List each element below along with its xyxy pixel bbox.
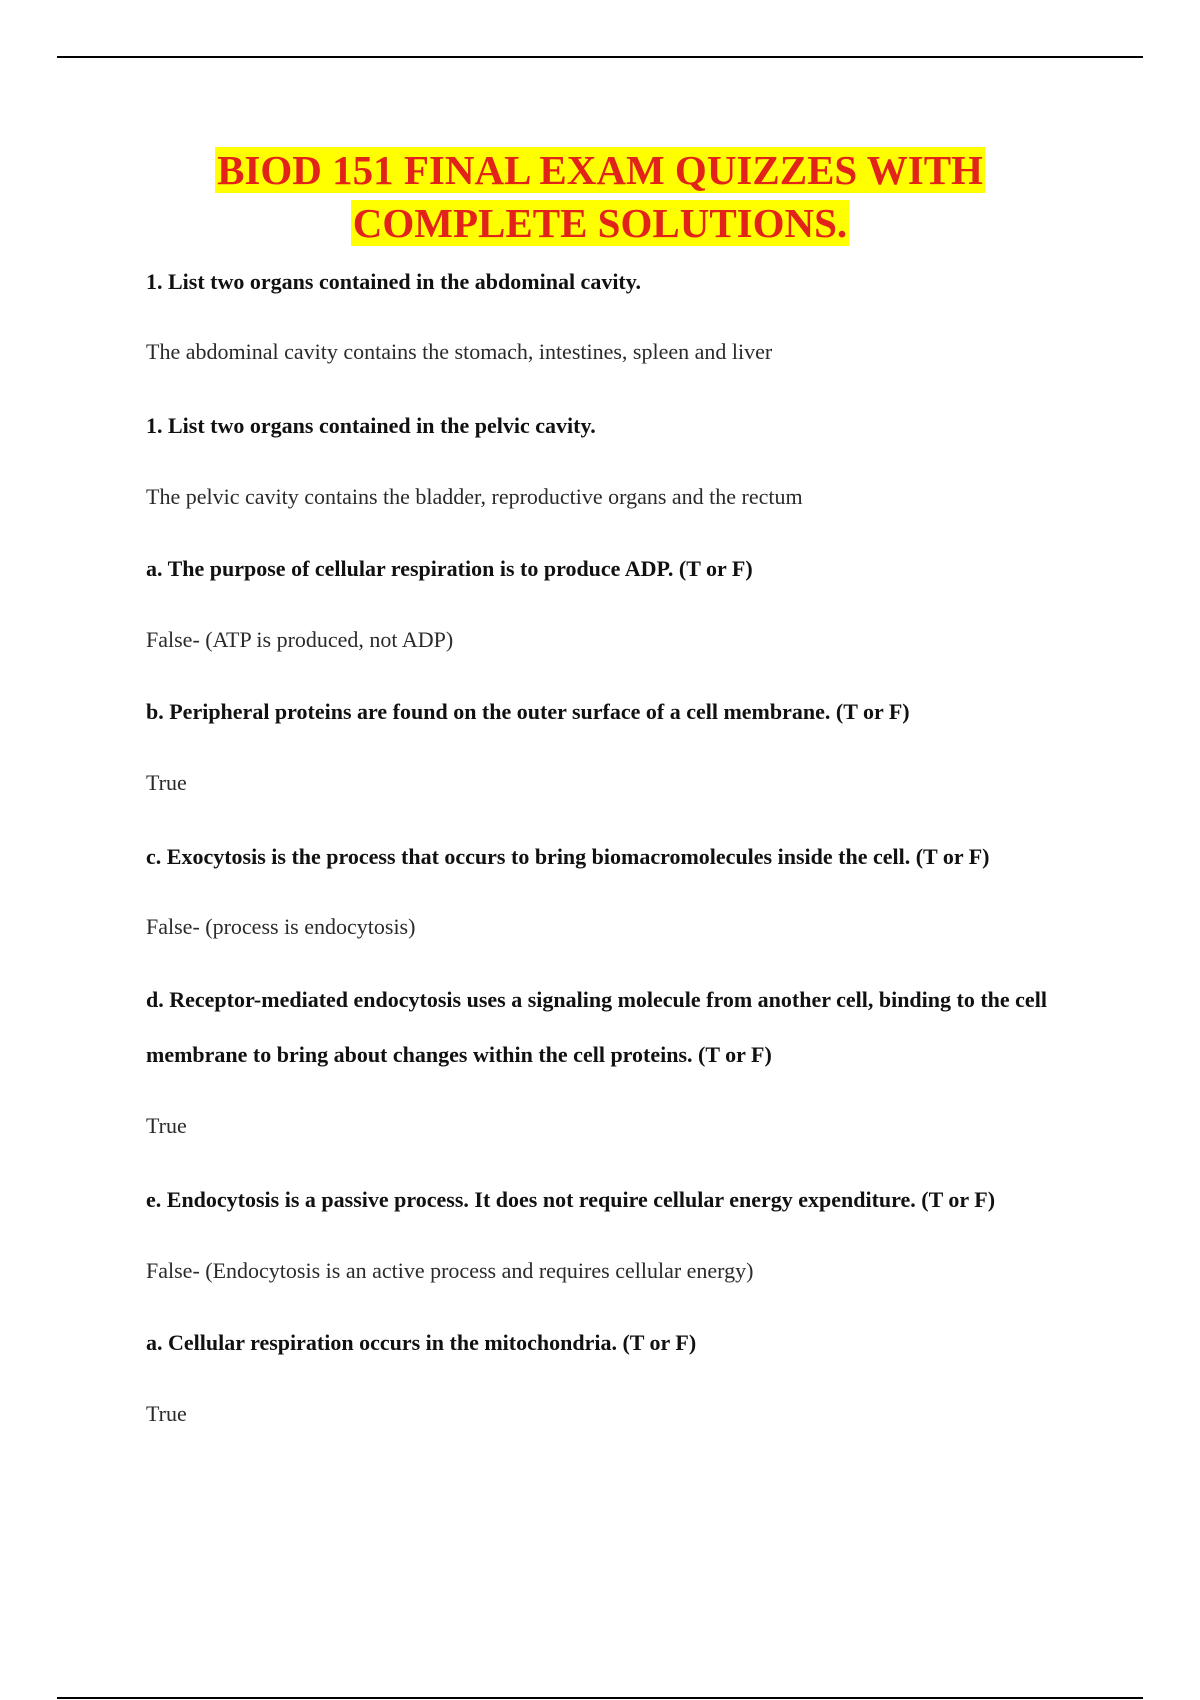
answer-3: False- (ATP is produced, not ADP): [146, 627, 454, 652]
answer-1: The abdominal cavity contains the stomach, intestines, spleen and liver: [146, 339, 773, 364]
top-rule: [57, 56, 1143, 58]
title-line-1: BIOD 151 FINAL EXAM QUIZZES WITH: [217, 147, 983, 193]
answer-5: False- (process is endocytosis): [146, 914, 416, 939]
answer-2: The pelvic cavity contains the bladder, reproductive organs and the rectum: [146, 484, 803, 509]
question-3: a. The purpose of cellular respiration is to produce ADP. (T or F): [146, 556, 753, 581]
answer-8: True: [146, 1401, 187, 1426]
question-7: e. Endocytosis is a passive process. It does not require cellular energy expenditure. (T or F): [146, 1187, 996, 1212]
question-1: 1. List two organs contained in the abdominal cavity.: [146, 269, 642, 294]
title-line-2: COMPLETE SOLUTIONS.: [352, 200, 848, 246]
bottom-rule: [57, 1697, 1143, 1699]
question-5: c. Exocytosis is the process that occurs to bring biomacromolecules inside the cell. (T or F): [146, 844, 990, 869]
question-2: 1. List two organs contained in the pelvic cavity.: [146, 413, 596, 438]
answer-4: True: [146, 770, 187, 795]
question-8: a. Cellular respiration occurs in the mitochondria. (T or F): [146, 1330, 697, 1355]
question-6: d. Receptor-mediated endocytosis uses a signaling molecule from another cell, binding to the cell membrane to bring about changes within the cell proteins. (T or F): [146, 987, 1047, 1067]
answer-7: False- (Endocytosis is an active process and requires cellular energy): [146, 1258, 754, 1283]
document-title: [0, 144, 1200, 250]
answer-6: True: [146, 1113, 187, 1138]
question-4: b. Peripheral proteins are found on the outer surface of a cell membrane. (T or F): [146, 699, 910, 724]
